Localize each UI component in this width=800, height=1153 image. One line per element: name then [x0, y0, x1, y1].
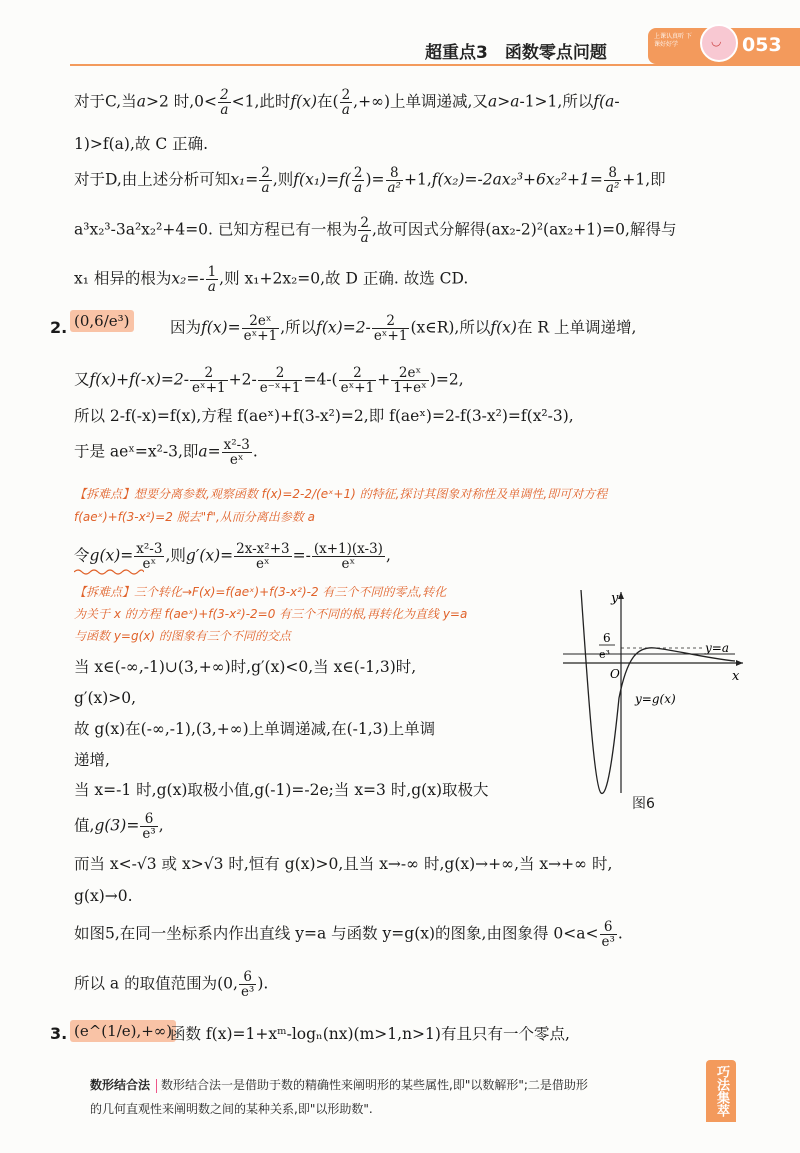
fraction: [239, 970, 256, 999]
problem-number: 3.: [50, 1024, 68, 1043]
fraction: [340, 88, 353, 117]
denominator: a: [220, 102, 229, 118]
text: ,: [158, 816, 164, 835]
text-line: g′(x)>0,: [74, 689, 137, 707]
fraction: [206, 265, 219, 294]
y-axis-arrow-icon: [618, 592, 624, 599]
text: )=: [365, 170, 385, 189]
denominator: a: [207, 279, 216, 295]
numerator: 2: [360, 215, 369, 231]
text-line: [74, 216, 676, 245]
text: a=: [198, 442, 221, 461]
numerator: 6: [140, 812, 157, 827]
numerator: 2x-x²+3: [236, 541, 290, 557]
denominator: e³: [142, 826, 156, 842]
text: g(x)=: [89, 546, 134, 565]
section-title: 超重点3 函数零点问题: [425, 43, 607, 63]
text-line: [74, 366, 464, 395]
footer-text: 数形结合法一是借助于数的精确性来阐明形的某些属性,即"以数解形";二是借助形: [161, 1078, 588, 1092]
numerator: 2: [190, 366, 228, 381]
difficulty-note: f(aeˣ)+f(3-x²)=2 脱去"f",从而分离出参数 a: [74, 510, 315, 524]
curve-label: y=g(x): [635, 692, 676, 706]
max-label-denominator: e³: [599, 648, 610, 661]
numerator: 2: [341, 87, 351, 103]
text: 于是 aeˣ=x²-3,即: [74, 442, 199, 461]
text: g′(x)=: [185, 546, 234, 565]
text: =-: [292, 546, 311, 565]
text: 令: [74, 546, 90, 565]
denominator: a: [360, 230, 369, 246]
fraction: [358, 216, 371, 245]
numerator: x²-3: [223, 437, 250, 453]
numerator: 6: [239, 970, 256, 985]
numerator: 2: [339, 366, 377, 381]
origin-label: O: [610, 667, 620, 681]
text: -1>1,所以: [519, 92, 594, 111]
x-axis-arrow-icon: [736, 660, 743, 666]
numerator: 8: [386, 166, 403, 181]
text: x₁ 相异的根为: [74, 269, 172, 288]
text-line: 递增,: [74, 751, 110, 769]
text: +: [377, 370, 391, 389]
x-axis-label: x: [732, 669, 740, 684]
numerator: 2eˣ: [242, 314, 280, 329]
page-header: [0, 0, 800, 68]
text: f(a: [593, 92, 615, 111]
denominator: a²: [605, 180, 620, 196]
denominator: e⁻ˣ+1: [259, 380, 301, 396]
text: 又: [74, 370, 90, 389]
text: f(x)=: [201, 318, 241, 337]
numerator: 2: [353, 165, 363, 181]
denominator: eˣ+1: [243, 328, 278, 344]
problem-number: 2.: [50, 318, 68, 337]
numerator: 2: [261, 165, 270, 181]
denominator: a: [341, 102, 350, 118]
numerator: 2eˣ: [391, 366, 429, 381]
text-line: [74, 166, 666, 195]
text: 所以 a 的取值范围为(0,: [74, 974, 238, 993]
text: 在(: [317, 92, 339, 111]
text: >2 时,0<: [145, 92, 218, 111]
footer-keyword: 数形结合法: [90, 1078, 151, 1092]
denominator: a: [354, 180, 363, 196]
answer-badge: (0,6/e³): [70, 310, 134, 332]
line-label: y=a: [705, 641, 729, 655]
fraction: [140, 812, 157, 841]
max-label-numerator: 6: [603, 631, 611, 645]
y-axis-label: y: [611, 591, 619, 606]
numerator: 2: [372, 314, 410, 329]
denominator: eˣ: [142, 556, 157, 572]
text: a: [136, 92, 146, 111]
fraction: [339, 366, 377, 395]
text: ,: [385, 546, 391, 565]
smile-icon: ◡: [711, 34, 722, 48]
text: x₂=-: [171, 269, 205, 288]
denominator: e³: [240, 984, 255, 1000]
text: g(3)=: [94, 816, 140, 835]
text-line: [74, 542, 391, 571]
fraction: [259, 166, 272, 195]
text: ,则: [165, 546, 186, 565]
text-line: 当 x∈(-∞,-1)∪(3,+∞)时,g′(x)<0,当 x∈(-1,3)时,: [74, 658, 417, 676]
text: f(x)+f(-x)=2-: [89, 370, 189, 389]
text: +1,: [403, 170, 432, 189]
function-graph-figure: [555, 588, 745, 803]
difficulty-note: 【拆难点】想要分离参数,观察函数 f(x)=2-2/(eˣ+1) 的特征,探讨其图象对称性及单调性,即可对方程: [74, 487, 608, 501]
fraction: [190, 366, 228, 395]
text: f(x₁)=f(: [293, 170, 351, 189]
page-number: 053: [742, 34, 782, 56]
text-line: [74, 812, 164, 841]
text: +1,即: [622, 170, 666, 189]
text: ,+∞)上单调递减,又: [353, 92, 488, 111]
difficulty-note: 【拆难点】三个转化→F(x)=f(aeˣ)+f(3-x²)-2 有三个不同的零点,转化: [74, 585, 447, 599]
fraction: [258, 366, 303, 395]
text: a³x₂³-3a²x₂²+4=0. 已知方程已有一根为: [74, 220, 358, 239]
text-line: g(x)→0.: [74, 887, 133, 905]
fraction: [134, 542, 164, 571]
text: ,则: [272, 170, 294, 189]
fraction: [222, 438, 252, 467]
text: )=2,: [429, 370, 464, 389]
text: .: [617, 924, 623, 943]
text-line: [74, 265, 468, 294]
fraction: [386, 166, 403, 195]
text-line: [74, 438, 258, 467]
denominator: a: [261, 180, 270, 196]
numerator: 1: [207, 264, 217, 280]
side-tab: 巧法集萃: [706, 1060, 736, 1122]
denominator: 1+eˣ: [393, 380, 427, 396]
denominator: eˣ: [256, 556, 270, 572]
fraction: [242, 314, 280, 343]
footer-tip: [90, 1073, 710, 1121]
figure-caption: 图6: [632, 796, 655, 812]
text-line: [74, 970, 268, 999]
text-line: 当 x=-1 时,g(x)取极小值,g(-1)=-2e;当 x=3 时,g(x)取极大: [74, 781, 489, 799]
text: .: [252, 442, 258, 461]
difficulty-note: 与函数 y=g(x) 的图象有三个不同的交点: [74, 629, 291, 643]
numerator: (x+1)(x-3): [313, 541, 383, 557]
text-line: 所以 2-f(-x)=f(x),方程 f(aeˣ)+f(3-x²)=2,即 f(aeˣ)=2-f(3-x²)=f(x²-3),: [74, 407, 574, 425]
text: 值,: [74, 816, 95, 835]
fraction: [218, 88, 231, 117]
text: 对于D,由上述分析可知: [74, 170, 231, 189]
text: f(x₂)=-2ax₂³+6x₂²+1=: [431, 170, 603, 189]
text-line: [74, 88, 620, 117]
text: a>a: [487, 92, 520, 111]
text: ,则 x₁+2x₂=0,故 D 正确. 故选 CD.: [219, 269, 469, 288]
fraction: [352, 166, 365, 195]
text: f(x)=2-: [316, 318, 371, 337]
denominator: eˣ+1: [340, 380, 375, 396]
text: ,故可因式分解得(ax₂-2)²(ax₂+1)=0,解得与: [372, 220, 677, 239]
numerator: 2: [220, 87, 229, 103]
text: =4-(: [303, 370, 338, 389]
numerator: 6: [600, 920, 617, 935]
denominator: e³: [601, 934, 615, 950]
numerator: x²-3: [136, 541, 163, 557]
text: <1,此时: [231, 92, 291, 111]
text: x₁=: [230, 170, 259, 189]
fraction: [234, 542, 291, 571]
text: 如图5,在同一坐标系内作出直线 y=a 与函数 y=g(x)的图象,由图象得 0<a<: [74, 924, 599, 943]
fraction: [391, 366, 429, 395]
text: (x∈R),所以: [410, 318, 491, 337]
text: 对于C,当: [74, 92, 137, 111]
text: f(x): [290, 92, 317, 111]
text-line: [170, 314, 636, 343]
text-line: 而当 x<-√3 或 x>√3 时,恒有 g(x)>0,且当 x→-∞ 时,g(x)→+∞,当 x→+∞ 时,: [74, 855, 613, 873]
footer-text: 的几何直观性来阐明数之间的某种关系,即"以形助数".: [90, 1102, 373, 1116]
text-line: 故 g(x)在(-∞,-1),(3,+∞)上单调递减,在(-1,3)上单调: [74, 720, 436, 738]
text-line: 1)>f(a),故 C 正确.: [74, 135, 209, 153]
denominator: eˣ: [341, 556, 356, 572]
text: 在 R 上单调递增,: [516, 318, 637, 337]
footer-divider: [156, 1079, 157, 1093]
text: f(x): [490, 318, 517, 337]
header-slogan: 上课认真听 下课好好学: [654, 33, 692, 48]
text: 因为: [170, 318, 202, 337]
fraction: [372, 314, 410, 343]
text-line: [74, 920, 623, 949]
fraction: [600, 920, 617, 949]
text: ).: [257, 974, 269, 993]
answer-badge: (e^(1/e),+∞): [70, 1020, 176, 1042]
text: -: [614, 92, 620, 111]
text: ,所以: [280, 318, 317, 337]
numerator: 8: [604, 166, 621, 181]
denominator: eˣ+1: [191, 380, 226, 396]
numerator: 2: [258, 366, 303, 381]
difficulty-note: 为关于 x 的方程 f(aeˣ)+f(3-x²)-2=0 有三个不同的根,再转化为直线 y=a: [74, 607, 468, 621]
denominator: eˣ+1: [373, 328, 408, 344]
denominator: a²: [387, 180, 401, 196]
denominator: eˣ: [229, 452, 244, 468]
header-rule: [70, 64, 800, 66]
fraction: [312, 542, 385, 571]
wavy-underline: [74, 568, 144, 576]
fraction: [604, 166, 621, 195]
text-line: 函数 f(x)=1+xᵐ-logₙ(nx)(m>1,n>1)有且只有一个零点,: [170, 1025, 570, 1043]
text: +2-: [228, 370, 257, 389]
